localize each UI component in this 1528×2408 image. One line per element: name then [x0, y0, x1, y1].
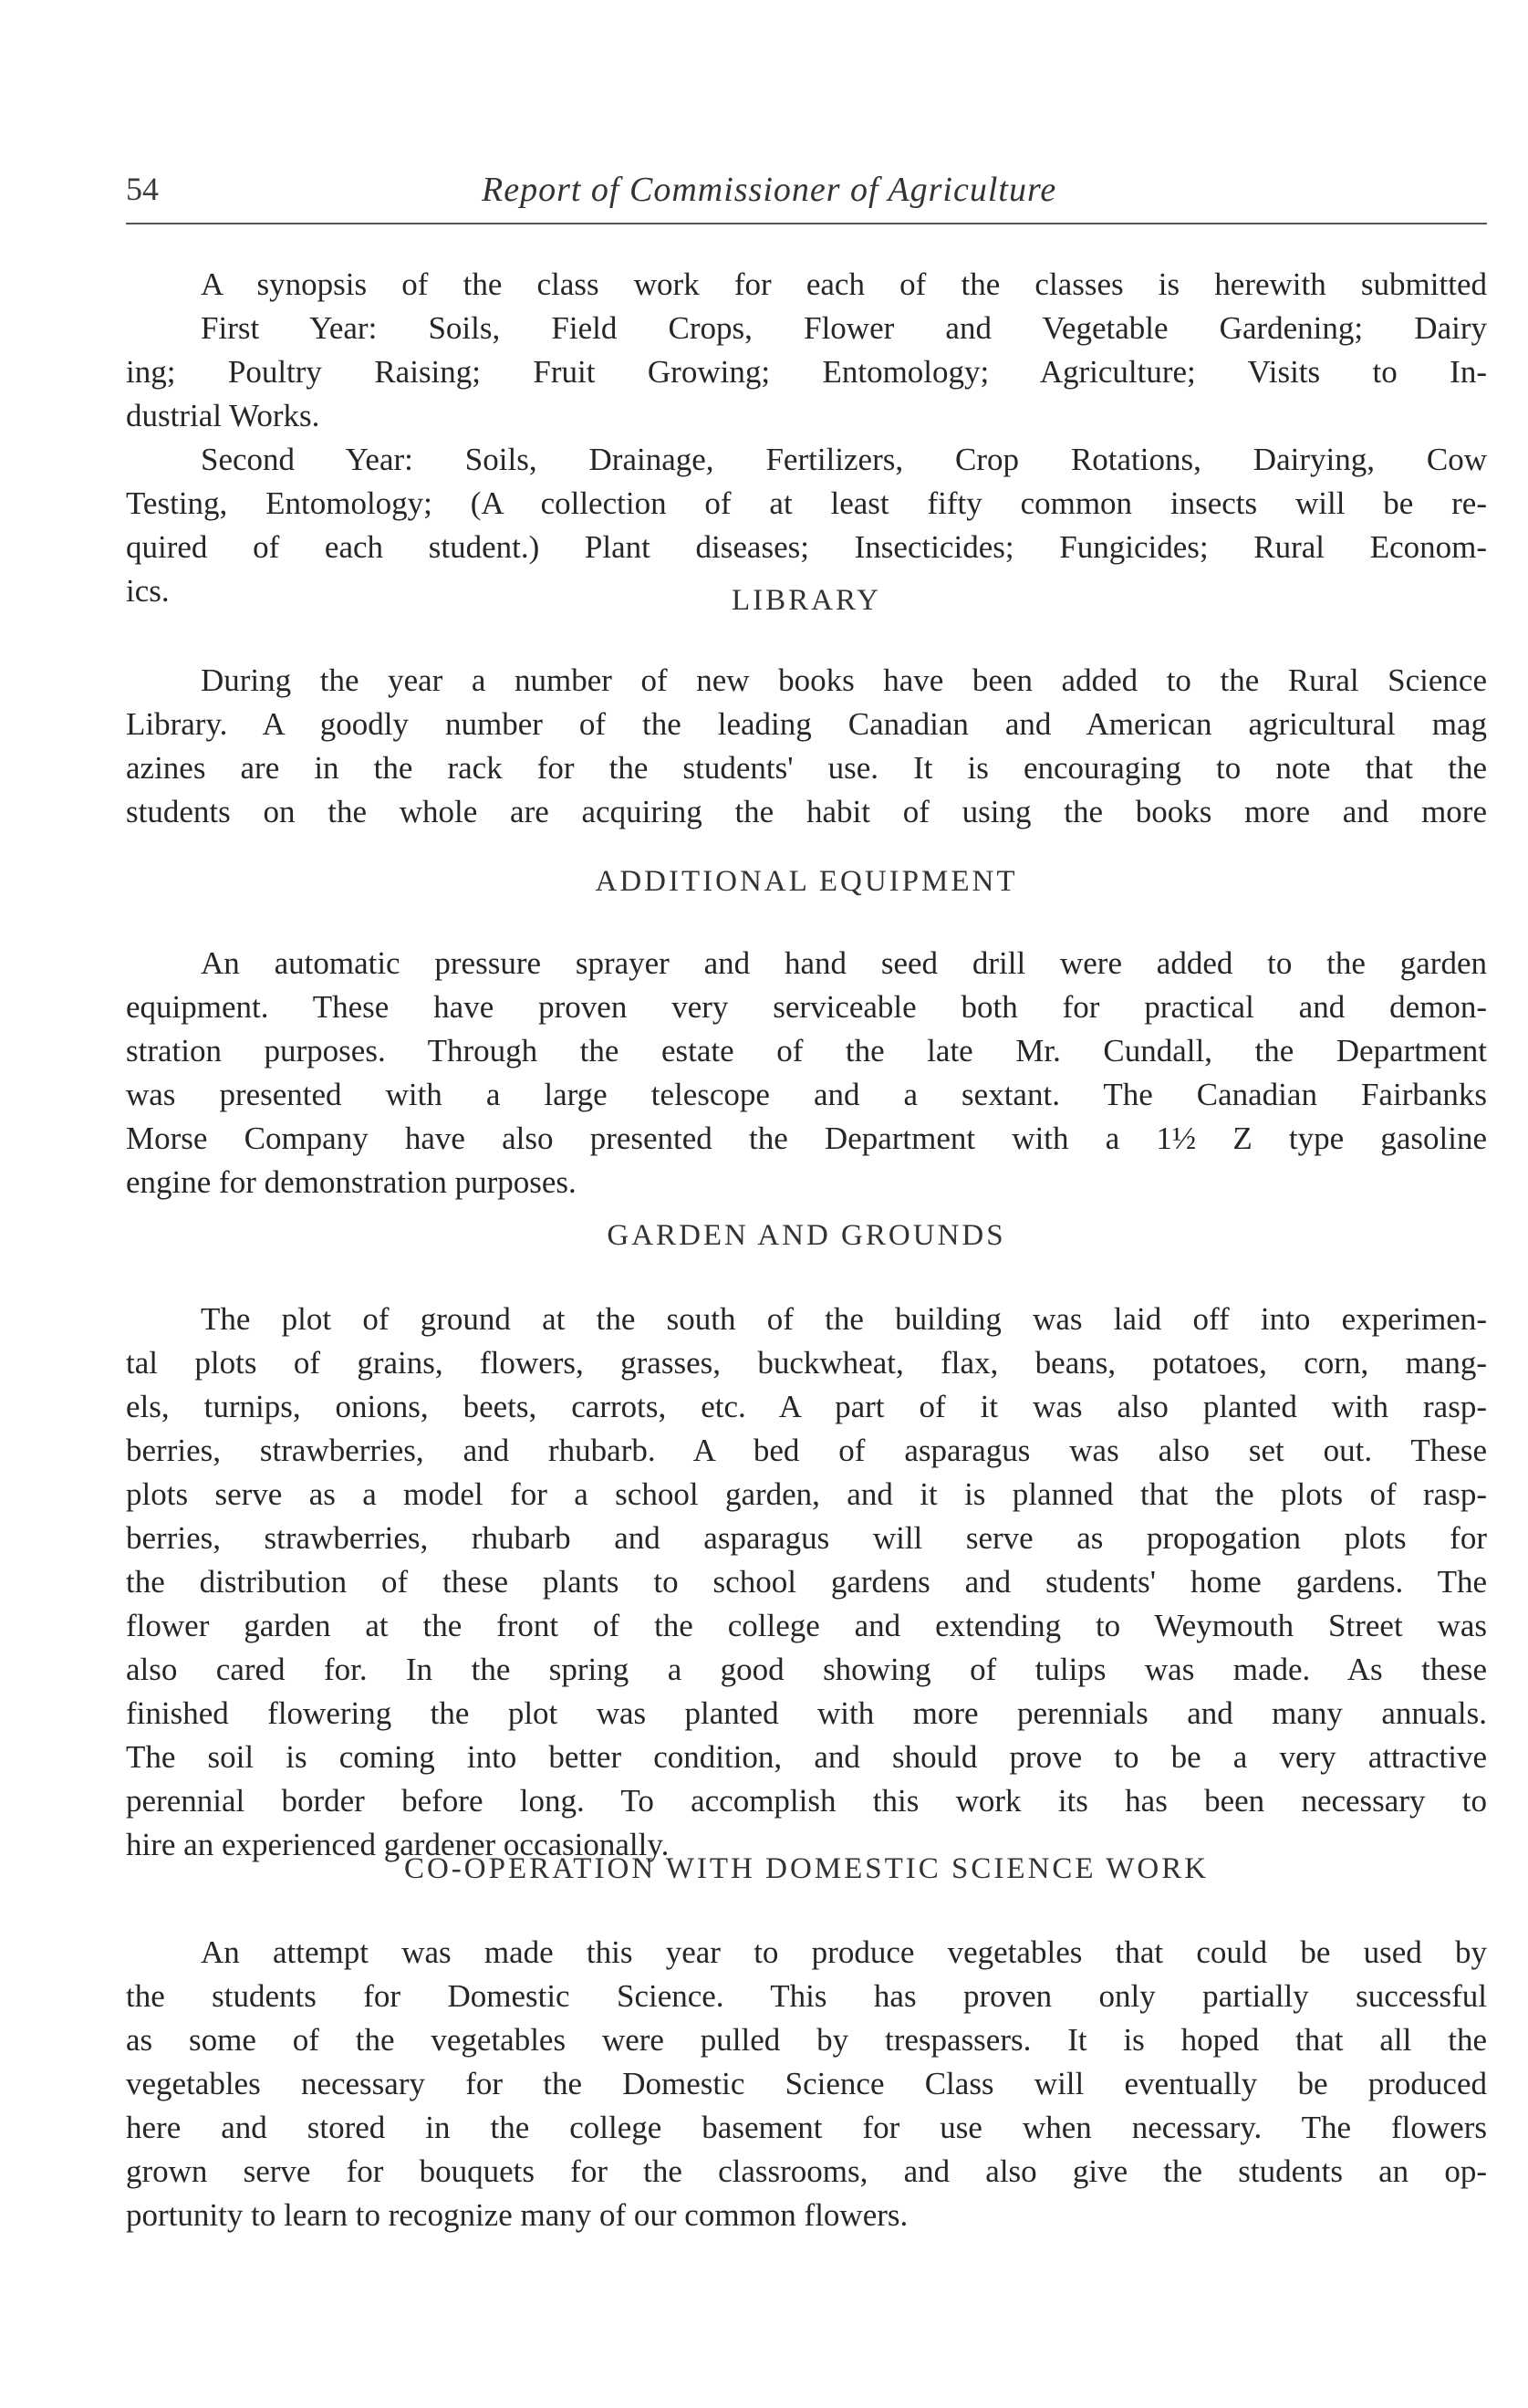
text-line: stration purposes. Through the estate of the late Mr. Cundall, the Department	[126, 1033, 1487, 1068]
text-line: perennial border before long. To accomplish this work its has been necessary to	[126, 1783, 1487, 1819]
text-line: Library. A goodly number of the leading Canadian and American agricultural mag	[126, 706, 1487, 742]
text-line: els, turnips, onions, beets, carrots, etc. A part of it was also planted with rasp-	[126, 1389, 1487, 1424]
text-line: The plot of ground at the south of the building was laid off into experimen-	[201, 1301, 1487, 1337]
running-head	[126, 170, 1487, 221]
text-line: the distribution of these plants to school gardens and students' home gardens. The	[126, 1564, 1487, 1600]
garden-section	[126, 1298, 1487, 1867]
text-line: vegetables necessary for the Domestic Science Class will eventually be produced	[126, 2066, 1487, 2101]
text-line: hire an experienced gardener occasionally.	[126, 1827, 670, 1862]
equipment-heading: ADDITIONAL EQUIPMENT	[595, 865, 1018, 898]
text-line: ics.	[126, 573, 170, 609]
text-line: was presented with a large telescope and a sextant. The Canadian Fairbanks	[126, 1077, 1487, 1112]
text-line: The soil is coming into better condition, and should prove to be a very attractive	[126, 1739, 1487, 1775]
running-title: Report of Commissioner of Agriculture	[482, 171, 1057, 209]
text-line: Second Year: Soils, Drainage, Fertilizers, Crop Rotations, Dairying, Cow	[201, 442, 1487, 477]
text-line: berries, strawberries, and rhubarb. A bed of asparagus was also set out. These	[126, 1433, 1487, 1468]
text-line: the students for Domestic Science. This has proven only partially successful	[126, 1978, 1487, 2014]
text-line: students on the whole are acquiring the habit of using the books more and more	[126, 794, 1487, 829]
text-line: An automatic pressure sprayer and hand seed drill were added to the garden	[201, 945, 1487, 981]
cooperation-section	[126, 1931, 1487, 2237]
text-line: engine for demonstration purposes.	[126, 1164, 577, 1200]
text-line: finished flowering the plot was planted with more perennials and many annuals.	[126, 1695, 1487, 1731]
text-line: Testing, Entomology; (A collection of at least fifty common insects will be re-	[126, 485, 1487, 521]
text-line: Morse Company have also presented the Department with a 1½ Z type gasoline	[126, 1121, 1487, 1156]
text-line: A synopsis of the class work for each of the classes is herewith submitted	[201, 266, 1487, 302]
text-line: quired of each student.) Plant diseases; Insecticides; Fungicides; Rural Econom-	[126, 529, 1487, 565]
text-line: here and stored in the college basement for use when necessary. The flowers	[126, 2110, 1487, 2145]
text-line: berries, strawberries, rhubarb and asparagus will serve as propogation plots for	[126, 1520, 1487, 1556]
synopsis-section	[126, 263, 1487, 613]
text-line: equipment. These have proven very serviceable both for practical and demon-	[126, 989, 1487, 1025]
text-line: azines are in the rack for the students' use. It is encouraging to note that the	[126, 750, 1487, 786]
text-line: tal plots of grains, flowers, grasses, buckwheat, flax, beans, potatoes, corn, mang-	[126, 1345, 1487, 1381]
text-line: An attempt was made this year to produce vegetables that could be used by	[201, 1934, 1487, 1970]
library-section	[126, 659, 1487, 834]
text-line: dustrial Works.	[126, 398, 320, 433]
page-number: 54	[126, 171, 159, 207]
text-line: plots serve as a model for a school garden, and it is planned that the plots of rasp-	[126, 1476, 1487, 1512]
cooperation-heading: CO-OPERATION WITH DOMESTIC SCIENCE WORK	[403, 1852, 1210, 1885]
text-line: as some of the vegetables were pulled by trespassers. It is hoped that all the	[126, 2022, 1487, 2058]
garden-heading: GARDEN AND GROUNDS	[607, 1219, 1006, 1252]
text-line: During the year a number of new books have been added to the Rural Science	[201, 662, 1487, 698]
text-line: also cared for. In the spring a good showing of tulips was made. As these	[126, 1652, 1487, 1687]
text-line: ing; Poultry Raising; Fruit Growing; Entomology; Agriculture; Visits to In-	[126, 354, 1487, 390]
text-line: portunity to learn to recognize many of our common flowers.	[126, 2197, 909, 2233]
equipment-section	[126, 942, 1487, 1204]
header-rule	[126, 223, 1487, 224]
text-line: First Year: Soils, Field Crops, Flower and Vegetable Gardening; Dairy	[201, 310, 1487, 346]
text-line: grown serve for bouquets for the classrooms, and also give the students an op-	[126, 2153, 1487, 2189]
text-line: flower garden at the front of the college and extending to Weymouth Street was	[126, 1608, 1487, 1643]
library-heading: LIBRARY	[731, 584, 882, 617]
